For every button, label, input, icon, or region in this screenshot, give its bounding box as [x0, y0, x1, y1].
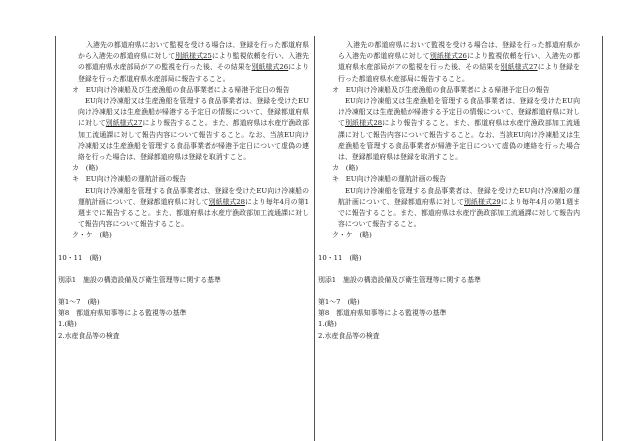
form-link[interactable]: 別紙様式25 — [175, 52, 212, 61]
text: により監視依頼を行い、入港先の都道府県水産部局がアの監視を行った後、その結果を — [78, 52, 310, 72]
right-n2: 2.水産食品等の検査 — [318, 331, 380, 340]
form-link[interactable]: 別紙様式28 — [345, 119, 383, 128]
right-dai1-7: 第1～7 (略) — [318, 298, 360, 307]
left-item-ki: キ EU向け冷凍船の運航計画の報告 — [72, 175, 187, 184]
right-para-operation-plan — [318, 186, 580, 231]
form-link[interactable]: 別紙様式27 — [500, 63, 538, 72]
right-sec-10-11: 10・11 (略) — [318, 253, 362, 262]
right-column — [318, 40, 580, 342]
text: EU向け冷凍船を管理する食品事業者は、登録を受けたEU向け冷凍船の運航計画について、登録都道府県に対して — [78, 186, 309, 206]
form-link[interactable]: 別紙様式27 — [105, 119, 143, 128]
right-item-ki: キ EU向け冷凍船の運航計画の報告 — [332, 175, 447, 184]
text: により登録を行った都道府県水産部局に報告すること。 — [78, 63, 309, 83]
right-dai8: 第8 都道府県知事等による監視等の基準 — [318, 309, 447, 318]
left-item-kuke: ク・ケ (略) — [72, 231, 112, 240]
left-dai1-7: 第1～7 (略) — [58, 298, 100, 307]
text: により毎年4月の第1週までに報告すること。また、都道府県は水産庁漁政部加工流通課に対して報告内容について報告すること。 — [78, 197, 309, 229]
left-column — [58, 40, 309, 342]
text: により登録を行った都道府県水産部局に報告すること。 — [338, 63, 580, 83]
form-link[interactable]: 別紙様式28 — [208, 197, 246, 206]
left-n2: 2.水産食品等の検査 — [58, 331, 120, 340]
left-para-monitoring — [58, 40, 309, 85]
text: EU向け冷凍船又は生産漁船を管理する食品事業者は、登録を受けたEU向け冷凍船又は生産漁船が帰港する予定日の情報について、登録都道府県に対して — [78, 97, 309, 128]
left-dai8: 第8 都道府県知事等による監視等の基準 — [58, 309, 187, 318]
right-bessi1: 別添1 施設の構造設備及び衛生管理等に関する基準 — [318, 275, 481, 284]
text: により報告すること。また、都道府県は水産庁漁政部加工流通課に対して報告内容について報告すること。なお、当該EU向け冷凍船又は生産漁船を管理する食品事業者が帰港予定日について虚偽の連絡を行った場合は、登録都道府県は登録を取消すこと。 — [78, 119, 309, 162]
form-link[interactable]: 別紙様式26 — [251, 63, 289, 72]
left-para-return-report — [58, 96, 309, 163]
right-item-o: オ EU向け冷凍船及び生産漁船の食品事業者による帰港予定日の報告 — [332, 85, 550, 94]
right-item-ka: カ (略) — [332, 164, 359, 173]
form-link[interactable]: 別紙様式29 — [463, 197, 501, 206]
left-item-o: オ EU向け冷凍船及び生産漁船の食品事業者による帰港予定日の報告 — [72, 85, 290, 94]
form-link[interactable]: 別紙様式26 — [429, 52, 467, 61]
text: により監視依頼を行い、入港先の都道府県水産部局がアの監視を行った後、その結果を — [338, 52, 580, 72]
left-bessi1: 別添1 施設の構造設備及び衛生管理等に関する基準 — [58, 275, 221, 284]
left-para-operation-plan — [58, 186, 309, 231]
right-item-kuke: ク・ケ (略) — [332, 231, 372, 240]
text: EU向け冷凍船又は生産漁船を管理する食品事業者は、登録を受けたEU向け冷凍船又は生産漁船が帰港する予定日の情報について、登録都道府県に対して — [338, 97, 580, 128]
text: EU向け冷凍船を管理する食品事業者は、登録を受けたEU向け冷凍船の運航計画について、登録都道府県に対して — [338, 186, 580, 206]
text: 入港先の都道府県において監視を受ける場合は、登録を行った都道府県から入港先の都道府県に対して — [338, 41, 580, 61]
left-n1: 1.(略) — [58, 320, 77, 329]
text: により毎年4月の第1週までに報告すること。また、都道府県は水産庁漁政部加工流通課に対して報告内容について報告すること。 — [338, 197, 580, 229]
column-divider — [314, 36, 315, 441]
left-item-ka: カ (略) — [72, 164, 99, 173]
left-sec-10-11: 10・11 (略) — [58, 253, 102, 262]
right-para-monitoring — [318, 40, 580, 85]
text: 入港先の都道府県において監視を受ける場合は、登録を行った都道府県から入港先の都道府県に対して — [78, 41, 309, 61]
text: により報告すること。また、都道府県は水産庁漁政部加工流通課に対して報告内容について報告すること。なお、当該EU向け冷凍船又は生産漁船を管理する食品事業者が帰港予定日について虚偽の連絡を行った場合は、登録都道府県は登録を取消すこと。 — [338, 119, 581, 162]
right-para-return-report — [318, 96, 580, 163]
right-n1: 1.(略) — [318, 320, 337, 329]
